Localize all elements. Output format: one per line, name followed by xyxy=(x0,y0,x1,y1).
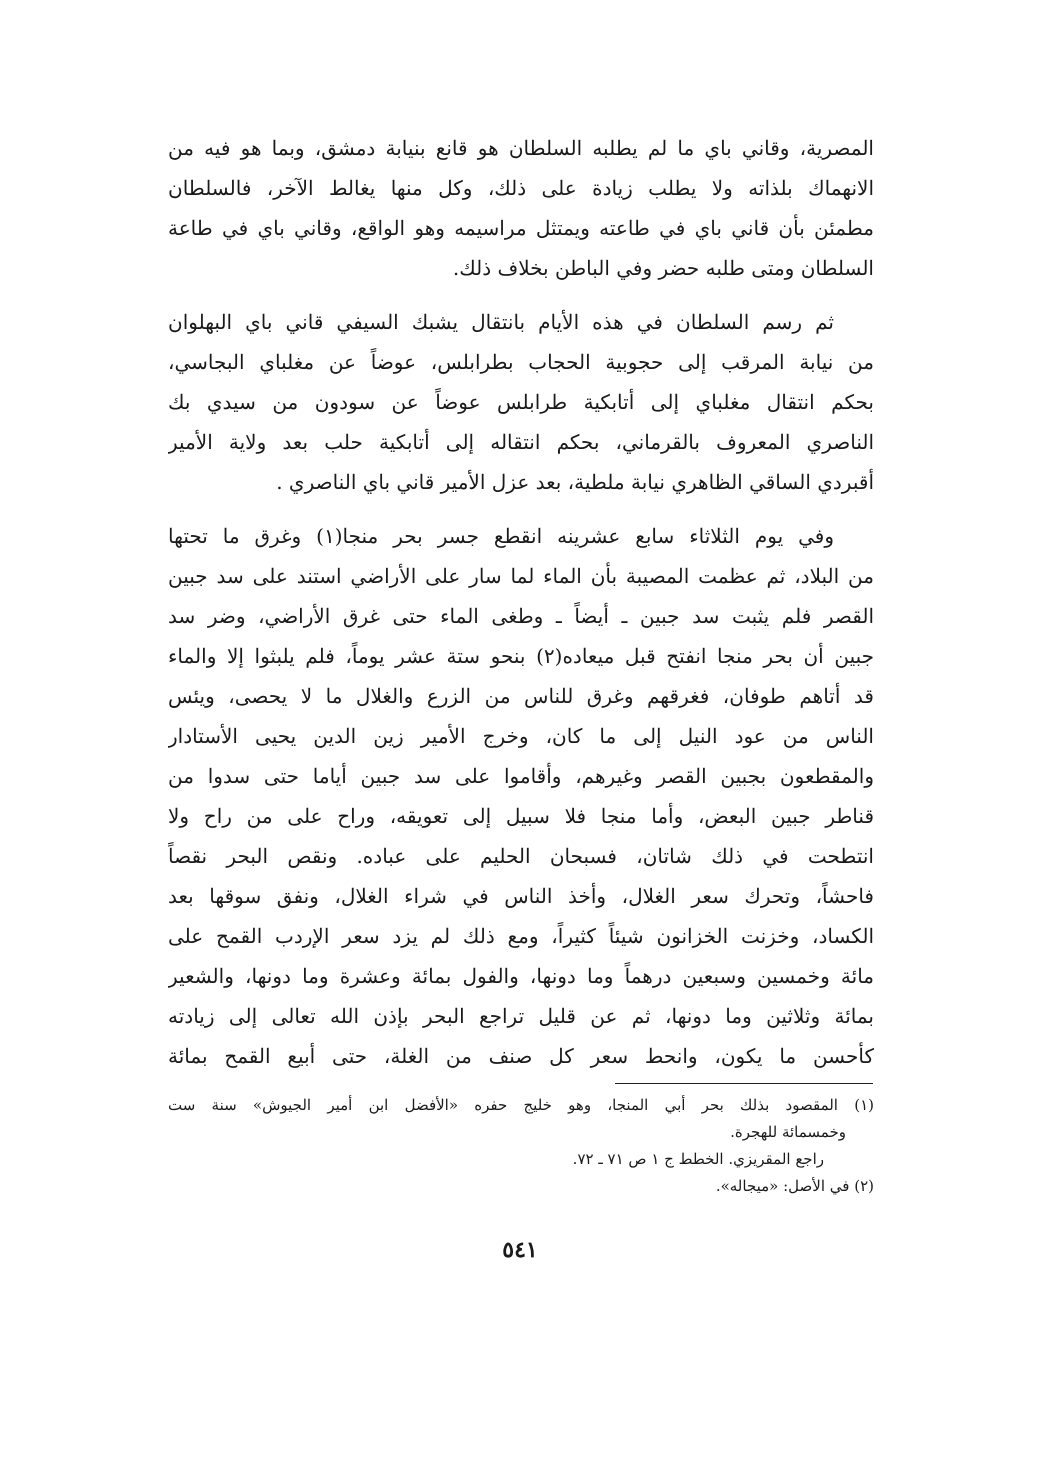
paragraph-1 xyxy=(168,128,874,288)
text-line: بمائة وثلاثين وما دونها، ثم عن قليل تراجع البحر بإذن الله تعالى إلى زيادته xyxy=(168,1004,874,1028)
paragraph-2 xyxy=(168,302,874,502)
text-line: ثم رسم السلطان في هذه الأيام بانتقال يشبك السيفي قاني باي البهلوان xyxy=(168,310,834,334)
footnote-divider xyxy=(615,1083,873,1084)
footnotes xyxy=(168,1092,874,1200)
paragraph-3 xyxy=(168,516,874,1076)
text-line: من نيابة المرقب إلى حجوبية الحجاب بطرابلس، عوضاً عن مغلباي البجاسي، xyxy=(168,350,874,374)
text-line: قناطر جبين البعض، وأما منجا فلا سبيل إلى تعويقه، وراح على من راح ولا xyxy=(168,804,874,828)
footnote-2: (٢) في الأصل: «ميجاله». xyxy=(715,1177,874,1195)
text-line: أقبردي الساقي الظاهري نيابة ملطية، بعد عزل الأمير قاني باي الناصري . xyxy=(276,470,874,494)
text-line: المصرية، وقاني باي ما لم يطلبه السلطان هو قانع بنيابة دمشق، وبما هو فيه من xyxy=(168,136,874,160)
page-number: ٥٤١ xyxy=(502,1237,538,1263)
text-line: الكساد، وخزنت الخزانون شيئاً كثيراً، ومع ذلك لم يزد سعر الإردب القمح على xyxy=(168,924,874,948)
text-line: قد أتاهم طوفان، فغرقهم وغرق للناس من الزرع والغلال ما لا يحصى، ويئس xyxy=(168,684,874,708)
footnote-1-line-2: وخمسمائة للهجرة. xyxy=(730,1123,846,1141)
footnote-1-reference: راجع المقريزي. الخطط ج ١ ص ٧١ ـ ٧٢. xyxy=(572,1150,824,1168)
text-line: كأحسن ما يكون، وانحط سعر كل صنف من الغلة، حتى أبيع القمح بمائة xyxy=(168,1044,874,1068)
text-line: والمقطعون بجبين القصر وغيرهم، وأقاموا على سد جبين أياما حتى سدوا من xyxy=(168,764,874,788)
text-line: الناس من عود النيل إلى ما كان، وخرج الأمير زين الدين يحيى الأستادار xyxy=(168,724,874,748)
text-line: الانهماك بلذاته ولا يطلب زيادة على ذلك، وكل منها يغالط الآخر، فالسلطان xyxy=(168,176,874,200)
footnote-1-line-1: (١) المقصود بذلك بحر أبي المنجا، وهو خليج حفره «الأفضل ابن أمير الجيوش» سنة ست xyxy=(168,1096,874,1114)
text-line: وفي يوم الثلاثاء سابع عشرينه انقطع جسر بحر منجا(١) وغرق ما تحتها xyxy=(168,524,834,548)
text-line: الناصري المعروف بالقرماني، بحكم انتقاله إلى أتابكية حلب بعد ولاية الأمير xyxy=(168,430,874,454)
text-line: من البلاد، ثم عظمت المصيبة بأن الماء لما سار على الأراضي استند على سد جبين xyxy=(168,564,874,588)
text-line: مائة وخمسين وسبعين درهماً وما دونها، والفول بمائة وعشرة وما دونها، والشعير xyxy=(168,964,874,988)
text-line: جبين أن بحر منجا انفتح قبل ميعاده(٢) بنحو ستة عشر يوماً، فلم يلبثوا إلا والماء xyxy=(168,644,874,668)
text-line: انتطحت في ذلك شاتان، فسبحان الحليم على عباده. ونقص البحر نقصاً xyxy=(168,844,874,868)
text-line: القصر فلم يثبت سد جبين ـ أيضاً ـ وطغى الماء حتى غرق الأراضي، وضر سد xyxy=(168,604,874,628)
text-line: السلطان ومتى طلبه حضر وفي الباطن بخلاف ذلك. xyxy=(452,256,874,280)
text-line: فاحشاً، وتحرك سعر الغلال، وأخذ الناس في شراء الغلال، ونفق سوقها بعد xyxy=(168,884,874,908)
text-line: بحكم انتقال مغلباي إلى أتابكية طرابلس عوضاً عن سودون من سيدي بك xyxy=(168,390,874,414)
text-line: مطمئن بأن قاني باي في طاعته ويمتثل مراسيمه وهو الواقع، وقاني باي في طاعة xyxy=(168,216,874,240)
